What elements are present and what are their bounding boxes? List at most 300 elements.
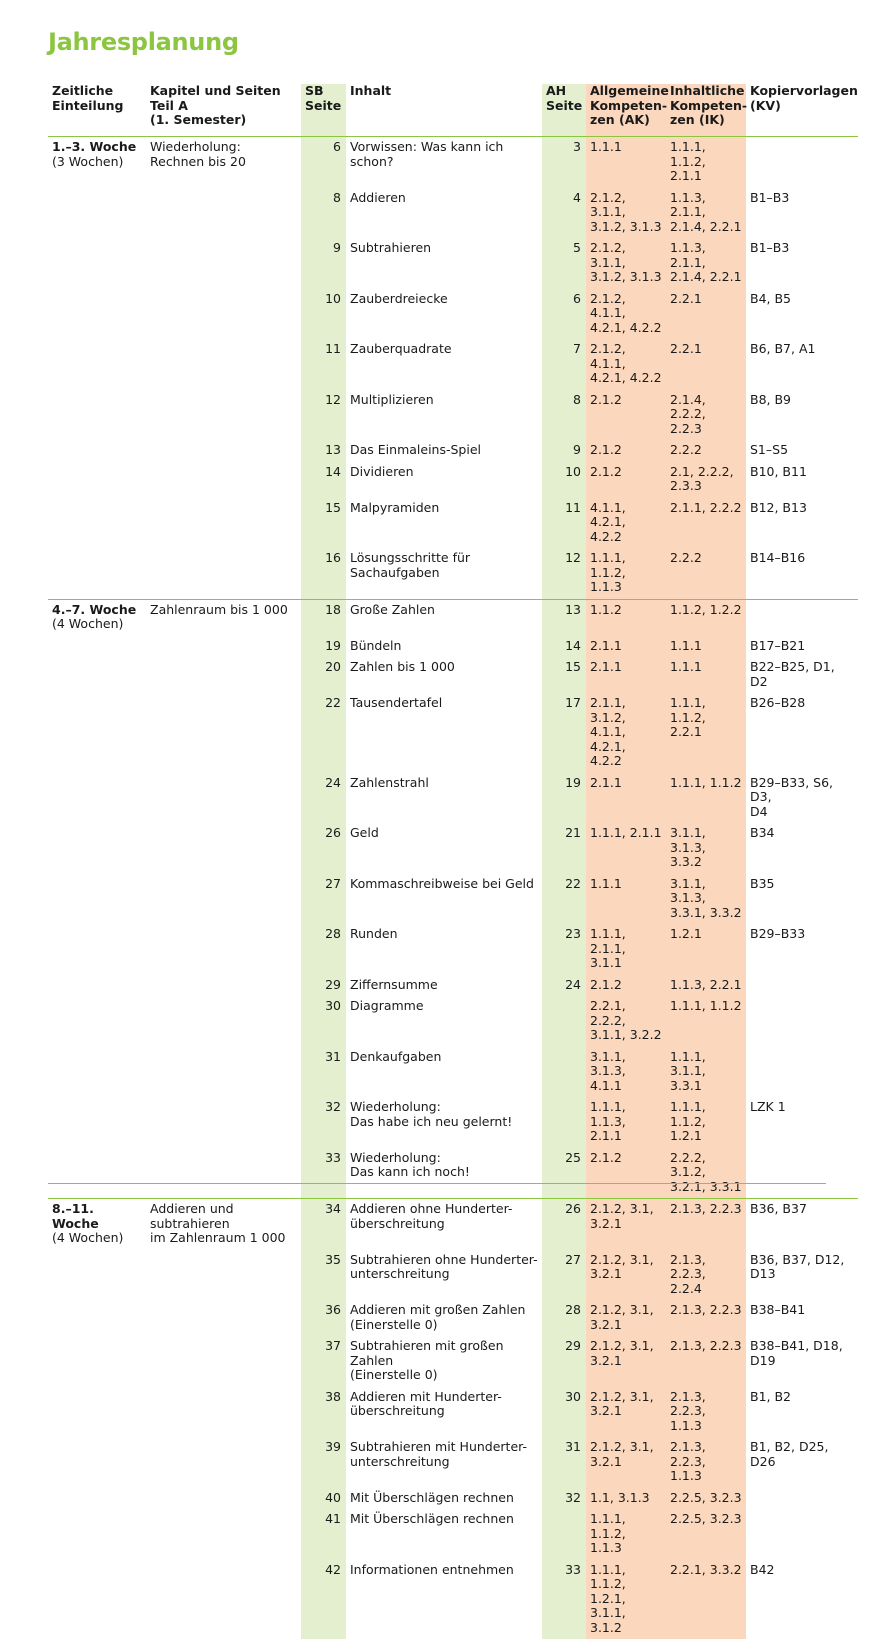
cell-inhaltliche-kompetenzen: 2.2.2 — [666, 548, 746, 599]
cell-kapitel — [146, 1336, 301, 1387]
cell-ah-seite — [542, 1047, 586, 1098]
cell-kopiervorlagen: B12, B13 — [746, 498, 858, 549]
cell-ah-seite: 33 — [542, 1560, 586, 1639]
table-row — [48, 289, 858, 340]
header-sb-seite: SB Seite — [301, 84, 346, 137]
cell-allgemeine-kompetenzen: 2.1.2, 4.1.1, 4.2.1, 4.2.2 — [586, 289, 666, 340]
cell-zeitliche-einteilung — [48, 498, 146, 549]
table-row — [48, 773, 858, 824]
cell-inhaltliche-kompetenzen: 2.1, 2.2.2, 2.3.3 — [666, 462, 746, 498]
cell-inhaltliche-kompetenzen: 1.1.2, 1.2.2 — [666, 599, 746, 636]
cell-ah-seite: 8 — [542, 390, 586, 441]
cell-inhaltliche-kompetenzen: 1.2.1 — [666, 924, 746, 975]
cell-sb-seite: 42 — [301, 1560, 346, 1639]
cell-inhalt: Addieren mit großen Zahlen (Einerstelle 0) — [346, 1300, 542, 1336]
cell-inhaltliche-kompetenzen: 1.1.3, 2.2.1 — [666, 975, 746, 997]
cell-kapitel — [146, 188, 301, 239]
cell-kopiervorlagen: B1–B3 — [746, 188, 858, 239]
cell-allgemeine-kompetenzen: 2.1.2, 3.1, 3.2.1 — [586, 1387, 666, 1438]
cell-inhalt: Zauberquadrate — [346, 339, 542, 390]
table-row — [48, 462, 858, 498]
cell-zeitliche-einteilung — [48, 1509, 146, 1560]
cell-allgemeine-kompetenzen: 2.1.2, 3.1, 3.2.1 — [586, 1199, 666, 1250]
cell-kopiervorlagen: B10, B11 — [746, 462, 858, 498]
cell-inhaltliche-kompetenzen: 2.1.3, 2.2.3, 1.1.3 — [666, 1387, 746, 1438]
cell-inhaltliche-kompetenzen: 2.1.3, 2.2.3 — [666, 1336, 746, 1387]
cell-kapitel — [146, 462, 301, 498]
cell-zeitliche-einteilung — [48, 137, 146, 188]
cell-kopiervorlagen: B8, B9 — [746, 390, 858, 441]
cell-inhaltliche-kompetenzen: 3.1.1, 3.1.3, 3.3.2 — [666, 823, 746, 874]
cell-inhalt: Tausendertafel — [346, 693, 542, 773]
table-row — [48, 390, 858, 441]
cell-ah-seite: 17 — [542, 693, 586, 773]
cell-inhalt: Informationen entnehmen — [346, 1560, 542, 1639]
cell-kapitel — [146, 636, 301, 658]
cell-sb-seite: 28 — [301, 924, 346, 975]
table-row — [48, 498, 858, 549]
cell-inhalt: Mit Überschlägen rechnen — [346, 1509, 542, 1560]
cell-inhaltliche-kompetenzen: 2.2.1 — [666, 339, 746, 390]
cell-inhaltliche-kompetenzen: 2.1.3, 2.2.3, 2.2.4 — [666, 1250, 746, 1301]
cell-kopiervorlagen: B22–B25, D1, D2 — [746, 657, 858, 693]
cell-sb-seite: 31 — [301, 1047, 346, 1098]
cell-inhalt: Addieren ohne Hunderter- überschreitung — [346, 1199, 542, 1250]
cell-inhaltliche-kompetenzen: 2.2.5, 3.2.3 — [666, 1488, 746, 1510]
cell-ah-seite: 25 — [542, 1148, 586, 1199]
cell-ah-seite: 6 — [542, 289, 586, 340]
cell-ah-seite: 3 — [542, 137, 586, 188]
cell-inhaltliche-kompetenzen: 1.1.1 — [666, 636, 746, 658]
cell-zeitliche-einteilung — [48, 289, 146, 340]
cell-inhalt: Subtrahieren — [346, 238, 542, 289]
cell-zeitliche-einteilung — [48, 440, 146, 462]
cell-kapitel — [146, 238, 301, 289]
cell-zeitliche-einteilung — [48, 548, 146, 599]
cell-ah-seite: 15 — [542, 657, 586, 693]
cell-inhaltliche-kompetenzen: 1.1.3, 2.1.1, 2.1.4, 2.2.1 — [666, 238, 746, 289]
cell-ah-seite: 12 — [542, 548, 586, 599]
cell-allgemeine-kompetenzen: 2.1.2, 4.1.1, 4.2.1, 4.2.2 — [586, 339, 666, 390]
cell-allgemeine-kompetenzen: 2.1.2 — [586, 440, 666, 462]
bottom-divider — [48, 1183, 826, 1184]
cell-ah-seite — [542, 1509, 586, 1560]
cell-sb-seite: 41 — [301, 1509, 346, 1560]
cell-zeitliche-einteilung — [48, 1437, 146, 1488]
cell-inhalt: Wiederholung: Das kann ich noch! — [346, 1148, 542, 1199]
table-row — [48, 548, 858, 599]
cell-inhaltliche-kompetenzen: 1.1.1, 3.1.1, 3.3.1 — [666, 1047, 746, 1098]
cell-sb-seite: 26 — [301, 823, 346, 874]
cell-allgemeine-kompetenzen: 1.1.2 — [586, 599, 666, 636]
cell-allgemeine-kompetenzen: 1.1.1, 1.1.2, 1.2.1, 3.1.1, 3.1.2 — [586, 1560, 666, 1639]
cell-ah-seite: 24 — [542, 975, 586, 997]
cell-kopiervorlagen: B4, B5 — [746, 289, 858, 340]
table-row — [48, 238, 858, 289]
table-header-row — [48, 84, 858, 137]
cell-allgemeine-kompetenzen: 2.1.1 — [586, 636, 666, 658]
table-row — [48, 1509, 858, 1560]
cell-kopiervorlagen — [746, 599, 858, 636]
cell-kapitel — [146, 548, 301, 599]
cell-kopiervorlagen: B38–B41 — [746, 1300, 858, 1336]
cell-zeitliche-einteilung — [48, 1300, 146, 1336]
cell-allgemeine-kompetenzen: 1.1.1, 1.1.3, 2.1.1 — [586, 1097, 666, 1148]
header-inhalt: Inhalt — [346, 84, 542, 137]
cell-sb-seite: 29 — [301, 975, 346, 997]
table-row — [48, 1300, 858, 1336]
table-row — [48, 1437, 858, 1488]
header-kapitel: Kapitel und Seiten Teil A (1. Semester) — [146, 84, 301, 137]
cell-inhalt: Multiplizieren — [346, 390, 542, 441]
cell-allgemeine-kompetenzen: 2.1.2, 3.1, 3.2.1 — [586, 1250, 666, 1301]
cell-allgemeine-kompetenzen: 1.1.1 — [586, 874, 666, 925]
table-row — [48, 188, 858, 239]
cell-zeitliche-einteilung — [48, 693, 146, 773]
cell-kopiervorlagen: LZK 1 — [746, 1097, 858, 1148]
cell-inhaltliche-kompetenzen: 2.1.3, 2.2.3, 1.1.3 — [666, 1437, 746, 1488]
cell-ah-seite: 26 — [542, 1199, 586, 1250]
cell-allgemeine-kompetenzen: 2.1.2 — [586, 1148, 666, 1199]
cell-kapitel — [146, 1560, 301, 1639]
cell-kapitel — [146, 289, 301, 340]
cell-zeitliche-einteilung — [48, 599, 146, 636]
cell-ah-seite: 4 — [542, 188, 586, 239]
cell-inhalt: Dividieren — [346, 462, 542, 498]
cell-inhaltliche-kompetenzen: 1.1.1, 1.1.2, 2.1.1 — [666, 137, 746, 188]
cell-allgemeine-kompetenzen: 2.1.1, 3.1.2, 4.1.1, 4.2.1, 4.2.2 — [586, 693, 666, 773]
cell-kapitel — [146, 996, 301, 1047]
cell-ah-seite: 14 — [542, 636, 586, 658]
cell-kopiervorlagen — [746, 975, 858, 997]
header-allgemeine-kompetenzen: Allgemeine Kompeten- zen (AK) — [586, 84, 666, 137]
cell-sb-seite: 34 — [301, 1199, 346, 1250]
cell-kapitel — [146, 773, 301, 824]
cell-inhalt: Vorwissen: Was kann ich schon? — [346, 137, 542, 188]
cell-allgemeine-kompetenzen: 2.1.2 — [586, 390, 666, 441]
header-kopiervorlagen: Kopiervorlagen (KV) — [746, 84, 858, 137]
cell-zeitliche-einteilung — [48, 1148, 146, 1199]
cell-allgemeine-kompetenzen: 2.1.1 — [586, 657, 666, 693]
header-zeitliche-einteilung: Zeitliche Einteilung — [48, 84, 146, 137]
cell-kopiervorlagen: B36, B37 — [746, 1199, 858, 1250]
cell-sb-seite: 36 — [301, 1300, 346, 1336]
table-row — [48, 1336, 858, 1387]
cell-kapitel: Wiederholung: Rechnen bis 20 — [146, 137, 301, 188]
cell-kopiervorlagen: B35 — [746, 874, 858, 925]
cell-kopiervorlagen: B29–B33 — [746, 924, 858, 975]
cell-inhalt: Subtrahieren mit großen Zahlen (Einerstelle 0) — [346, 1336, 542, 1387]
cell-inhalt: Bündeln — [346, 636, 542, 658]
cell-sb-seite: 37 — [301, 1336, 346, 1387]
cell-sb-seite: 30 — [301, 996, 346, 1047]
table-row — [48, 599, 858, 636]
cell-inhaltliche-kompetenzen: 2.1.3, 2.2.3 — [666, 1300, 746, 1336]
cell-zeitliche-einteilung — [48, 1488, 146, 1510]
table-body — [48, 137, 858, 1639]
cell-inhaltliche-kompetenzen: 1.1.1, 1.1.2 — [666, 773, 746, 824]
cell-kopiervorlagen: B38–B41, D18, D19 — [746, 1336, 858, 1387]
cell-sb-seite: 38 — [301, 1387, 346, 1438]
cell-inhaltliche-kompetenzen: 1.1.1, 1.1.2 — [666, 996, 746, 1047]
cell-sb-seite: 11 — [301, 339, 346, 390]
cell-inhalt: Addieren — [346, 188, 542, 239]
table-row — [48, 823, 858, 874]
cell-inhalt: Denkaufgaben — [346, 1047, 542, 1098]
cell-kopiervorlagen: B34 — [746, 823, 858, 874]
planning-table — [48, 84, 858, 1639]
cell-inhalt: Lösungsschritte für Sachaufgaben — [346, 548, 542, 599]
cell-inhaltliche-kompetenzen: 3.1.1, 3.1.3, 3.3.1, 3.3.2 — [666, 874, 746, 925]
cell-kopiervorlagen: B1, B2 — [746, 1387, 858, 1438]
cell-inhaltliche-kompetenzen: 2.1.4, 2.2.2, 2.2.3 — [666, 390, 746, 441]
cell-kopiervorlagen — [746, 137, 858, 188]
cell-zeitliche-einteilung — [48, 773, 146, 824]
cell-inhaltliche-kompetenzen: 2.2.2 — [666, 440, 746, 462]
table-row — [48, 924, 858, 975]
cell-kapitel — [146, 1387, 301, 1438]
cell-inhalt: Zahlen bis 1 000 — [346, 657, 542, 693]
cell-kapitel — [146, 339, 301, 390]
cell-sb-seite: 9 — [301, 238, 346, 289]
cell-allgemeine-kompetenzen: 2.1.2, 3.1.1, 3.1.2, 3.1.3 — [586, 238, 666, 289]
woche-label: 8.–11. Woche — [52, 1201, 99, 1231]
cell-zeitliche-einteilung — [48, 657, 146, 693]
cell-inhaltliche-kompetenzen: 1.1.1 — [666, 657, 746, 693]
cell-ah-seite: 22 — [542, 874, 586, 925]
cell-kapitel — [146, 1437, 301, 1488]
table-row — [48, 1148, 858, 1199]
cell-sb-seite: 10 — [301, 289, 346, 340]
cell-zeitliche-einteilung — [48, 390, 146, 441]
cell-kopiervorlagen: B14–B16 — [746, 548, 858, 599]
cell-sb-seite: 39 — [301, 1437, 346, 1488]
header-inhaltliche-kompetenzen: Inhaltliche Kompeten- zen (IK) — [666, 84, 746, 137]
cell-inhalt: Das Einmaleins-Spiel — [346, 440, 542, 462]
cell-inhalt: Wiederholung: Das habe ich neu gelernt! — [346, 1097, 542, 1148]
table-row — [48, 1560, 858, 1639]
cell-allgemeine-kompetenzen: 4.1.1, 4.2.1, 4.2.2 — [586, 498, 666, 549]
woche-dauer: (3 Wochen) — [52, 154, 123, 169]
cell-kopiervorlagen — [746, 996, 858, 1047]
cell-ah-seite: 19 — [542, 773, 586, 824]
cell-allgemeine-kompetenzen: 2.1.1 — [586, 773, 666, 824]
cell-sb-seite: 15 — [301, 498, 346, 549]
cell-ah-seite: 10 — [542, 462, 586, 498]
woche-dauer: (4 Wochen) — [52, 616, 123, 631]
cell-sb-seite: 32 — [301, 1097, 346, 1148]
cell-inhalt: Diagramme — [346, 996, 542, 1047]
cell-allgemeine-kompetenzen: 2.1.2, 3.1.1, 3.1.2, 3.1.3 — [586, 188, 666, 239]
cell-kapitel — [146, 1047, 301, 1098]
cell-ah-seite — [542, 996, 586, 1047]
cell-kapitel — [146, 693, 301, 773]
table-row — [48, 975, 858, 997]
cell-sb-seite: 20 — [301, 657, 346, 693]
cell-zeitliche-einteilung — [48, 975, 146, 997]
cell-inhaltliche-kompetenzen: 2.1.1, 2.2.2 — [666, 498, 746, 549]
cell-allgemeine-kompetenzen: 3.1.1, 3.1.3, 4.1.1 — [586, 1047, 666, 1098]
cell-inhalt: Große Zahlen — [346, 599, 542, 636]
cell-allgemeine-kompetenzen: 1.1.1, 2.1.1 — [586, 823, 666, 874]
cell-inhaltliche-kompetenzen: 2.2.5, 3.2.3 — [666, 1509, 746, 1560]
table-row — [48, 339, 858, 390]
cell-allgemeine-kompetenzen: 2.1.2 — [586, 462, 666, 498]
cell-kopiervorlagen: B1, B2, D25, D26 — [746, 1437, 858, 1488]
cell-sb-seite: 33 — [301, 1148, 346, 1199]
cell-kopiervorlagen — [746, 1488, 858, 1510]
cell-inhalt: Runden — [346, 924, 542, 975]
cell-ah-seite: 13 — [542, 599, 586, 636]
cell-kapitel — [146, 1509, 301, 1560]
cell-kopiervorlagen: B26–B28 — [746, 693, 858, 773]
cell-zeitliche-einteilung — [48, 924, 146, 975]
cell-zeitliche-einteilung — [48, 188, 146, 239]
cell-zeitliche-einteilung — [48, 1336, 146, 1387]
cell-kapitel — [146, 874, 301, 925]
woche-label: 1.–3. Woche — [52, 139, 136, 154]
cell-zeitliche-einteilung — [48, 874, 146, 925]
cell-inhalt: Zauberdreiecke — [346, 289, 542, 340]
cell-zeitliche-einteilung — [48, 462, 146, 498]
table-row — [48, 996, 858, 1047]
table-row — [48, 1387, 858, 1438]
cell-zeitliche-einteilung — [48, 238, 146, 289]
cell-inhalt: Addieren mit Hunderter- überschreitung — [346, 1387, 542, 1438]
cell-inhalt: Mit Überschlägen rechnen — [346, 1488, 542, 1510]
cell-sb-seite: 16 — [301, 548, 346, 599]
woche-label: 4.–7. Woche — [52, 602, 136, 617]
cell-inhaltliche-kompetenzen: 1.1.3, 2.1.1, 2.1.4, 2.2.1 — [666, 188, 746, 239]
cell-inhalt: Geld — [346, 823, 542, 874]
cell-inhalt: Subtrahieren ohne Hunderter- unterschreitung — [346, 1250, 542, 1301]
cell-kapitel — [146, 440, 301, 462]
header-ah-seite: AH Seite — [542, 84, 586, 137]
table-row — [48, 874, 858, 925]
cell-zeitliche-einteilung — [48, 1097, 146, 1148]
cell-sb-seite: 40 — [301, 1488, 346, 1510]
cell-kapitel: Addieren und subtrahieren im Zahlenraum 1 000 — [146, 1199, 301, 1250]
table-row — [48, 1488, 858, 1510]
cell-kapitel — [146, 1097, 301, 1148]
cell-ah-seite: 9 — [542, 440, 586, 462]
cell-kapitel — [146, 498, 301, 549]
cell-ah-seite: 30 — [542, 1387, 586, 1438]
cell-allgemeine-kompetenzen: 1.1, 3.1.3 — [586, 1488, 666, 1510]
cell-kapitel — [146, 1488, 301, 1510]
cell-ah-seite: 21 — [542, 823, 586, 874]
cell-kapitel — [146, 823, 301, 874]
cell-sb-seite: 12 — [301, 390, 346, 441]
cell-zeitliche-einteilung — [48, 996, 146, 1047]
table-row — [48, 137, 858, 188]
table-row — [48, 1250, 858, 1301]
cell-kopiervorlagen: B36, B37, D12, D13 — [746, 1250, 858, 1301]
cell-sb-seite: 6 — [301, 137, 346, 188]
cell-kopiervorlagen: B6, B7, A1 — [746, 339, 858, 390]
table-row — [48, 1199, 858, 1250]
cell-kopiervorlagen: B1–B3 — [746, 238, 858, 289]
cell-zeitliche-einteilung — [48, 1199, 146, 1250]
cell-inhaltliche-kompetenzen: 2.2.1 — [666, 289, 746, 340]
cell-kapitel — [146, 924, 301, 975]
cell-inhaltliche-kompetenzen: 1.1.1, 1.1.2, 1.2.1 — [666, 1097, 746, 1148]
cell-zeitliche-einteilung — [48, 823, 146, 874]
cell-ah-seite: 23 — [542, 924, 586, 975]
cell-inhalt: Ziffernsumme — [346, 975, 542, 997]
cell-zeitliche-einteilung — [48, 636, 146, 658]
table-row — [48, 1097, 858, 1148]
cell-kapitel — [146, 1300, 301, 1336]
cell-kopiervorlagen: S1–S5 — [746, 440, 858, 462]
cell-ah-seite: 29 — [542, 1336, 586, 1387]
cell-allgemeine-kompetenzen: 1.1.1, 1.1.2, 1.1.3 — [586, 1509, 666, 1560]
cell-kapitel — [146, 390, 301, 441]
cell-allgemeine-kompetenzen: 2.1.2 — [586, 975, 666, 997]
cell-allgemeine-kompetenzen: 2.1.2, 3.1, 3.2.1 — [586, 1300, 666, 1336]
cell-kapitel — [146, 975, 301, 997]
table-row — [48, 1047, 858, 1098]
page-title: Jahresplanung — [48, 28, 239, 56]
cell-ah-seite: 27 — [542, 1250, 586, 1301]
table-row — [48, 693, 858, 773]
cell-kapitel — [146, 1148, 301, 1199]
table-row — [48, 636, 858, 658]
cell-kapitel: Zahlenraum bis 1 000 — [146, 599, 301, 636]
cell-inhalt: Zahlenstrahl — [346, 773, 542, 824]
cell-zeitliche-einteilung — [48, 1047, 146, 1098]
cell-kopiervorlagen: B29–B33, S6, D3, D4 — [746, 773, 858, 824]
cell-allgemeine-kompetenzen: 1.1.1, 1.1.2, 1.1.3 — [586, 548, 666, 599]
cell-ah-seite: 7 — [542, 339, 586, 390]
cell-allgemeine-kompetenzen: 1.1.1, 2.1.1, 3.1.1 — [586, 924, 666, 975]
cell-sb-seite: 22 — [301, 693, 346, 773]
cell-sb-seite: 19 — [301, 636, 346, 658]
cell-inhalt: Kommaschreibweise bei Geld — [346, 874, 542, 925]
cell-kopiervorlagen — [746, 1148, 858, 1199]
cell-kopiervorlagen — [746, 1509, 858, 1560]
cell-kopiervorlagen: B17–B21 — [746, 636, 858, 658]
cell-kopiervorlagen: B42 — [746, 1560, 858, 1639]
cell-kapitel — [146, 657, 301, 693]
cell-zeitliche-einteilung — [48, 1560, 146, 1639]
cell-inhalt: Subtrahieren mit Hunderter- unterschreitung — [346, 1437, 542, 1488]
cell-sb-seite: 18 — [301, 599, 346, 636]
cell-sb-seite: 8 — [301, 188, 346, 239]
cell-sb-seite: 24 — [301, 773, 346, 824]
cell-inhalt: Malpyramiden — [346, 498, 542, 549]
cell-sb-seite: 35 — [301, 1250, 346, 1301]
cell-zeitliche-einteilung — [48, 1387, 146, 1438]
cell-inhaltliche-kompetenzen: 2.1.3, 2.2.3 — [666, 1199, 746, 1250]
cell-inhaltliche-kompetenzen: 2.2.1, 3.3.2 — [666, 1560, 746, 1639]
cell-inhaltliche-kompetenzen: 1.1.1, 1.1.2, 2.2.1 — [666, 693, 746, 773]
table-row — [48, 657, 858, 693]
cell-ah-seite — [542, 1097, 586, 1148]
cell-sb-seite: 14 — [301, 462, 346, 498]
cell-allgemeine-kompetenzen: 2.2.1, 2.2.2, 3.1.1, 3.2.2 — [586, 996, 666, 1047]
cell-sb-seite: 13 — [301, 440, 346, 462]
cell-kapitel — [146, 1250, 301, 1301]
cell-zeitliche-einteilung — [48, 339, 146, 390]
cell-ah-seite: 28 — [542, 1300, 586, 1336]
cell-inhaltliche-kompetenzen: 2.2.2, 3.1.2, 3.2.1, 3.3.1 — [666, 1148, 746, 1199]
cell-ah-seite: 32 — [542, 1488, 586, 1510]
cell-zeitliche-einteilung — [48, 1250, 146, 1301]
cell-kopiervorlagen — [746, 1047, 858, 1098]
cell-allgemeine-kompetenzen: 1.1.1 — [586, 137, 666, 188]
cell-allgemeine-kompetenzen: 2.1.2, 3.1, 3.2.1 — [586, 1437, 666, 1488]
